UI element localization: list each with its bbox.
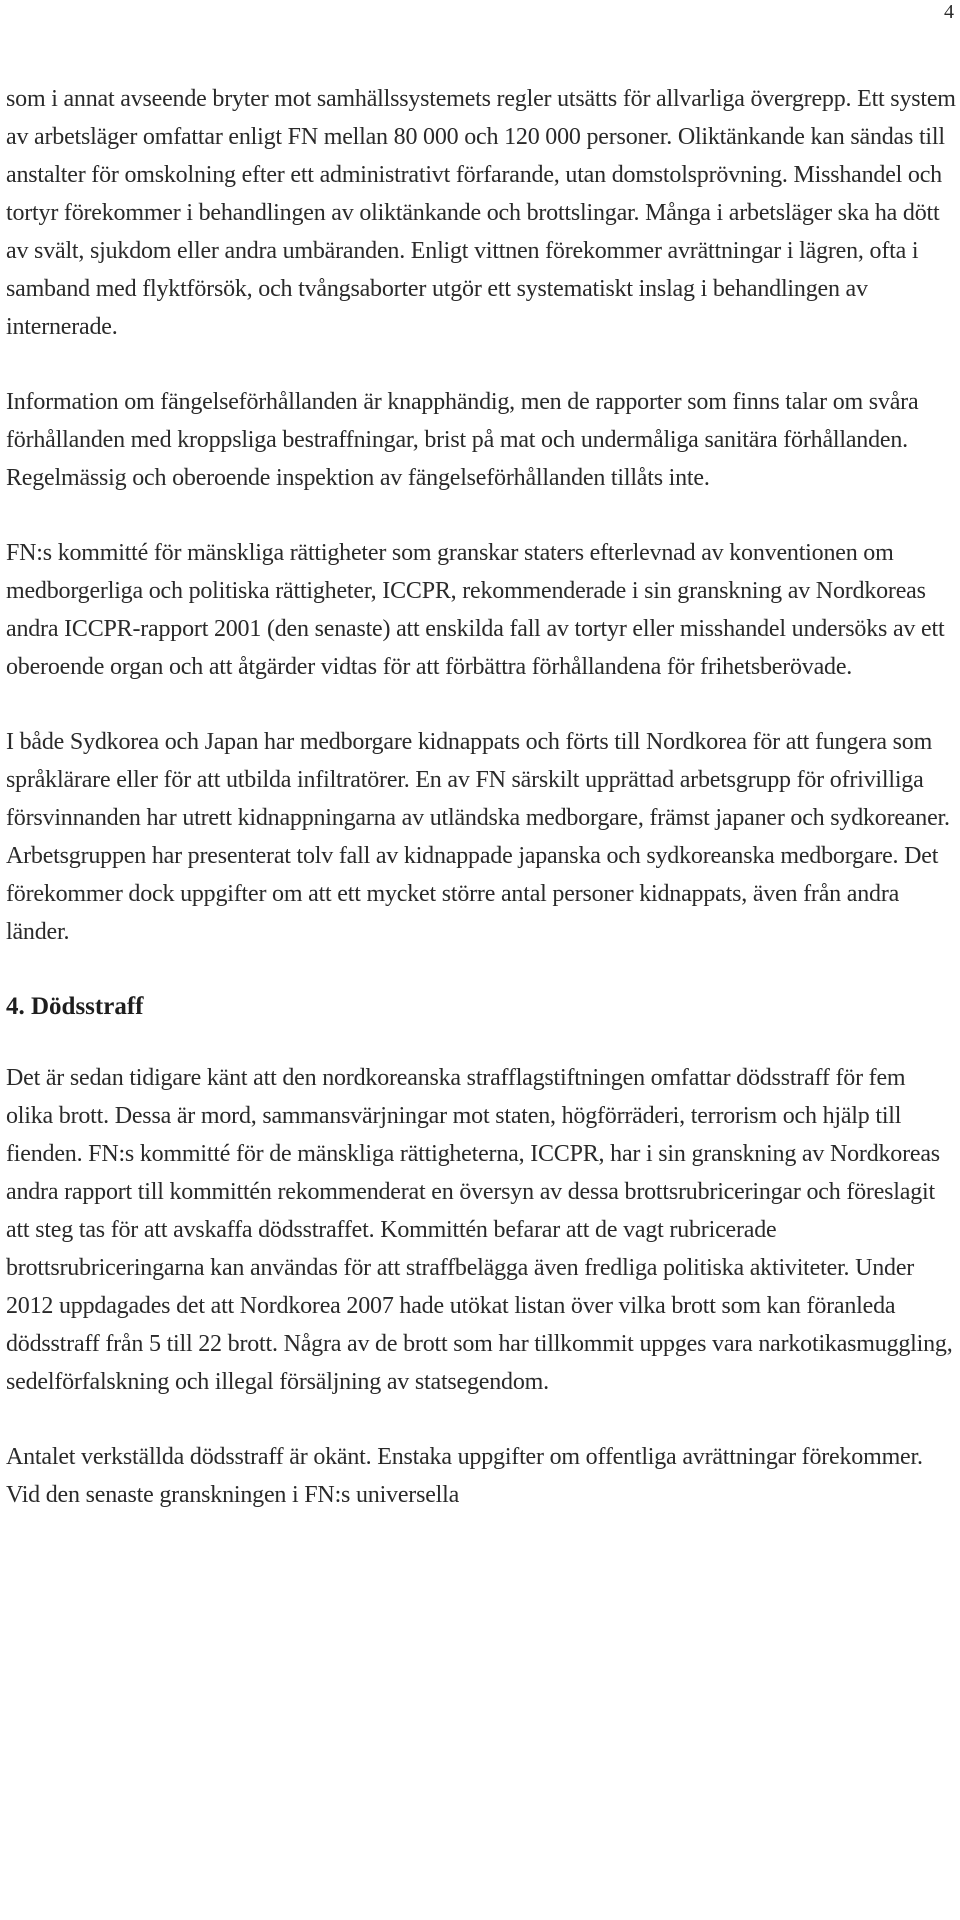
paragraph-prison-conditions: Information om fängelseförhållanden är knapphändig, men de rapporter som finns talar om svåra förhållanden med kroppsliga bestraffningar, brist på mat och undermåliga sanitära förhållanden. Regelmässig och oberoende inspektion av fängelseförhållanden tillåts inte. xyxy=(6,389,919,491)
paragraph-executions: Antalet verkställda dödsstraff är okänt. Enstaka uppgifter om offentliga avrättningar förekommer. Vid den senaste granskningen i FN:s universella xyxy=(6,1444,923,1508)
paragraph-labor-camps: som i annat avseende bryter mot samhällssystemets regler utsätts för allvarliga övergrepp. Ett system av arbetsläger omfattar enligt FN mellan 80 000 och 120 000 personer. Oliktänkande kan sändas till anstalter för omskolning efter ett administrativt förfarande, utan domstolsprövning. Misshandel och tortyr förekommer i behandlingen av oliktänkande och brottslingar. Många i arbetsläger ska ha dött av svält, sjukdom eller andra umbäranden. Enligt vittnen förekommer avrättningar i lägren, ofta i samband med flyktförsök, och tvångsaborter utgör ett systematiskt inslag i behandlingen av internerade. xyxy=(6,86,956,340)
paragraph-death-penalty-law: Det är sedan tidigare känt att den nordkoreanska strafflagstiftningen omfattar dödsstraff för fem olika brott. Dessa är mord, sammansvärjningar mot staten, högförräderi, terrorism och hjälp till fienden. FN:s kommitté för de mänskliga rättigheterna, ICCPR, har i sin granskning av Nordkoreas andra rapport till kommittén rekommenderat en översyn av dessa brottsrubriceringar och föreslagit att steg tas för att avskaffa dödsstraffet. Kommittén befarar att de vagt rubricerade brottsrubriceringarna kan användas för att straffbelägga även fredliga politiska aktiviteter. Under 2012 uppdagades det att Nordkorea 2007 hade utökat listan över vilka brott som kan föranleda dödsstraff från 5 till 22 brott. Några av de brott som har tillkommit uppges vara narkotikasmuggling, sedelförfalskning och illegal försäljning av statsegendom. xyxy=(6,1065,953,1395)
document-body xyxy=(6,80,956,1551)
page-number: 4 xyxy=(944,1,954,23)
paragraph-kidnappings: I både Sydkorea och Japan har medborgare kidnappats och förts till Nordkorea för att fungera som språklärare eller för att utbilda infiltratörer. En av FN särskilt upprättad arbetsgrupp för ofrivilliga försvinnanden har utrett kidnappningarna av utländska medborgare, främst japaner och sydkoreaner. Arbetsgruppen har presenterat tolv fall av kidnappade japanska och sydkoreanska medborgare. Det förekommer dock uppgifter om att ett mycket större antal personer kidnappats, även från andra länder. xyxy=(6,729,950,945)
paragraph-un-committee: FN:s kommitté för mänskliga rättigheter som granskar staters efterlevnad av konventionen om medborgerliga och politiska rättigheter, ICCPR, rekommenderade i sin granskning av Nordkoreas andra ICCPR-rapport 2001 (den senaste) att enskilda fall av tortyr eller misshandel undersöks av ett oberoende organ och att åtgärder vidtas för att förbättra förhållandena för frihetsberövade. xyxy=(6,540,945,680)
section-heading-death-penalty: 4. Dödsstraff xyxy=(6,993,144,1020)
